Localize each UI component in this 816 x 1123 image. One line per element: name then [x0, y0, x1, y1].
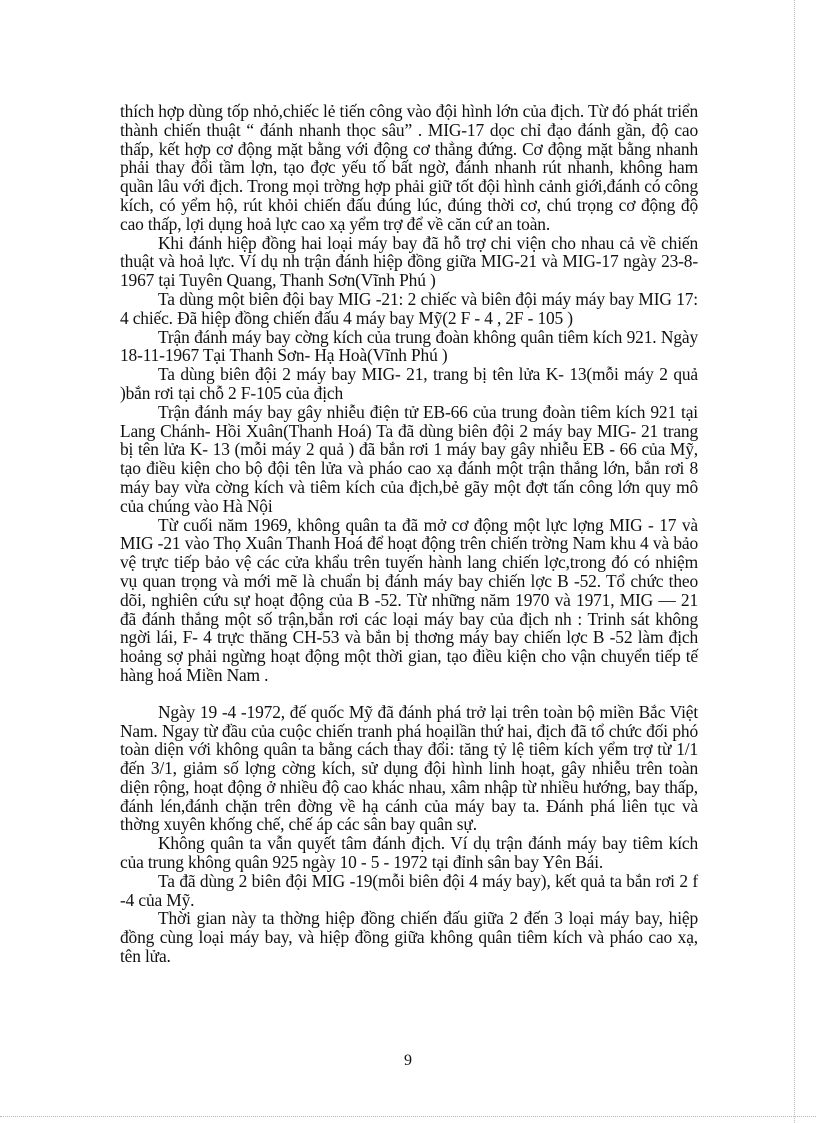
page-edge-right — [794, 0, 795, 1123]
paragraph-8: Ngày 19 -4 -1972, đế quốc Mỹ đã đánh phá trở lại trên toàn bộ miền Bắc Việt Nam. Ngay từ đầu của cuộc chiến tranh phá hoạilần thứ hai, địch đã tổ chức đối phó toàn diện với không quân ta bằng cách thay đổi: tăng tỷ lệ tiêm kích yểm trợ từ 1/1 đến 3/1, giảm số lợng cờng kích, sử dụng đội hình linh hoạt, gây nhiễu trên toàn diện rộng, hoạt động ở nhiều độ cao khác nhau, xâm nhập từ nhiều hướng, bay thấp, đánh lén,đánh chặn trên đờng về hạ cánh của máy bay ta. Đánh phá liên tục và thờng xuyên khống chế, chế áp các sân bay quân sự. — [120, 701, 698, 835]
paragraph-3: Ta dùng một biên đội bay MIG -21: 2 chiếc và biên đội máy máy bay MIG 17: 4 chiếc. Đã hiệp đồng chiến đấu 4 máy bay Mỹ(2 F - 4 , 2F - 105 ) — [120, 288, 698, 328]
paragraph-6: Trận đánh máy bay gây nhiễu điện tử EB-66 của trung đoàn tiêm kích 921 tại Lang Chánh- Hồi Xuân(Thanh Hoá) Ta đã dùng biên đội 2 máy bay MIG- 21 trang bị tên lửa K- 13 (mỗi máy 2 quả ) đã bắn rơi 1 máy bay gây nhiễu EB - 66 của Mỹ, tạo điều kiện cho bộ đội tên lửa và pháo cao xạ đánh một trận thắng lớn, bắn rơi 8 máy bay vừa cờng kích và tiêm kích của địch,bẻ gãy một đợt tấn công lớn quy mô của chúng vào Hà Nội — [120, 401, 698, 516]
page-number: 9 — [404, 1052, 412, 1069]
paragraph-10: Ta đã dùng 2 biên đội MIG -19(mỗi biên đội 4 máy bay), kết quả ta bắn rơi 2 f -4 của Mỹ. — [120, 870, 698, 910]
paragraph-5: Ta dùng biên đội 2 máy bay MIG- 21, trang bị tên lửa K- 13(mỗi máy 2 quả )bắn rơi tại chỗ 2 F-105 của địch — [120, 364, 698, 403]
page-edge-bottom — [0, 1116, 816, 1117]
paragraph-2: Khi đánh hiệp đồng hai loại máy bay đã hỗ trợ chi viện cho nhau cả về chiến thuật và hoả lực. Ví dụ nh trận đánh hiệp đồng giữa MIG-21 và MIG-17 ngày 23-8-1967 tại Tuyên Quang, Thanh Sơn(Vĩnh Phú ) — [120, 232, 698, 291]
paragraph-11: Thời gian này ta thờng hiệp đồng chiến đấu giữa 2 đến 3 loại máy bay, hiệp đồng cùng loại máy bay, và hiệp đồng giữa không quân tiêm kích và pháo cao xạ, tên lửa. — [120, 908, 698, 967]
paragraph-7: Từ cuối năm 1969, không quân ta đã mở cơ động một lực lợng MIG - 17 và MIG -21 vào Thọ Xuân Thanh Hoá để hoạt động trên chiến trờng Nam khu 4 và bảo vệ trực tiếp bảo vệ các cửa khẩu trên tuyến hành lang chiến lợc,trong đó có nhiệm vụ quan trọng và mới mẽ là chuẩn bị đánh máy bay chiến lợc B -52. Tổ chức theo dõi, nghiên cứu sự hoạt động của B -52. Từ những năm 1970 và 1971, MIG — 21 đã đánh thắng một số trận,bắn rơi các loại máy bay của địch nh : Trinh sát không ngời lái, F- 4 trực thăng CH-53 và bắn bị thơng máy bay chiến lợc B -52 làm địch hoảng sợ phải ngừng hoạt động một thời gian, tạo điều kiện cho vận chuyển tiếp tế hàng hoá Miền Nam . — [120, 514, 698, 685]
paragraph-1: thích hợp dùng tốp nhỏ,chiếc lẻ tiến công vào đội hình lớn của địch. Từ đó phát triển thành chiến thuật “ đánh nhanh thọc sâu” . MIG-17 dọc chỉ đạo đánh gần, độ cao thấp, kết hợp cơ động mặt bằng với động cơ thẳng đứng. Cơ động mặt bằng nhanh phải thay đổi tầm lợn, tạo đợc yếu tố bất ngờ, đánh nhanh rút nhanh, không ham quần lâu với địch. Trong mọi trờng hợp phải giữ tốt đội hình cảnh giới,đánh có công kích, có yểm hộ, rút khỏi chiến đấu đúng lúc, đúng thời cơ, chú trọng cơ động độ cao thấp, lợi dụng hoả lực cao xạ yểm trợ để về căn cứ an toàn. — [120, 101, 698, 234]
body-text — [120, 102, 698, 966]
paragraph-9: Không quân ta vẫn quyết tâm đánh địch. Ví dụ trận đánh máy bay tiêm kích của trung không quân 925 ngày 10 - 5 - 1972 tại đỉnh sân bay Yên Bái. — [120, 833, 698, 873]
paragraph-4: Trận đánh máy bay cờng kích của trung đoàn không quân tiêm kích 921. Ngày 18-11-1967 Tại Thanh Sơn- Hạ Hoà(Vĩnh Phú ) — [120, 326, 698, 366]
